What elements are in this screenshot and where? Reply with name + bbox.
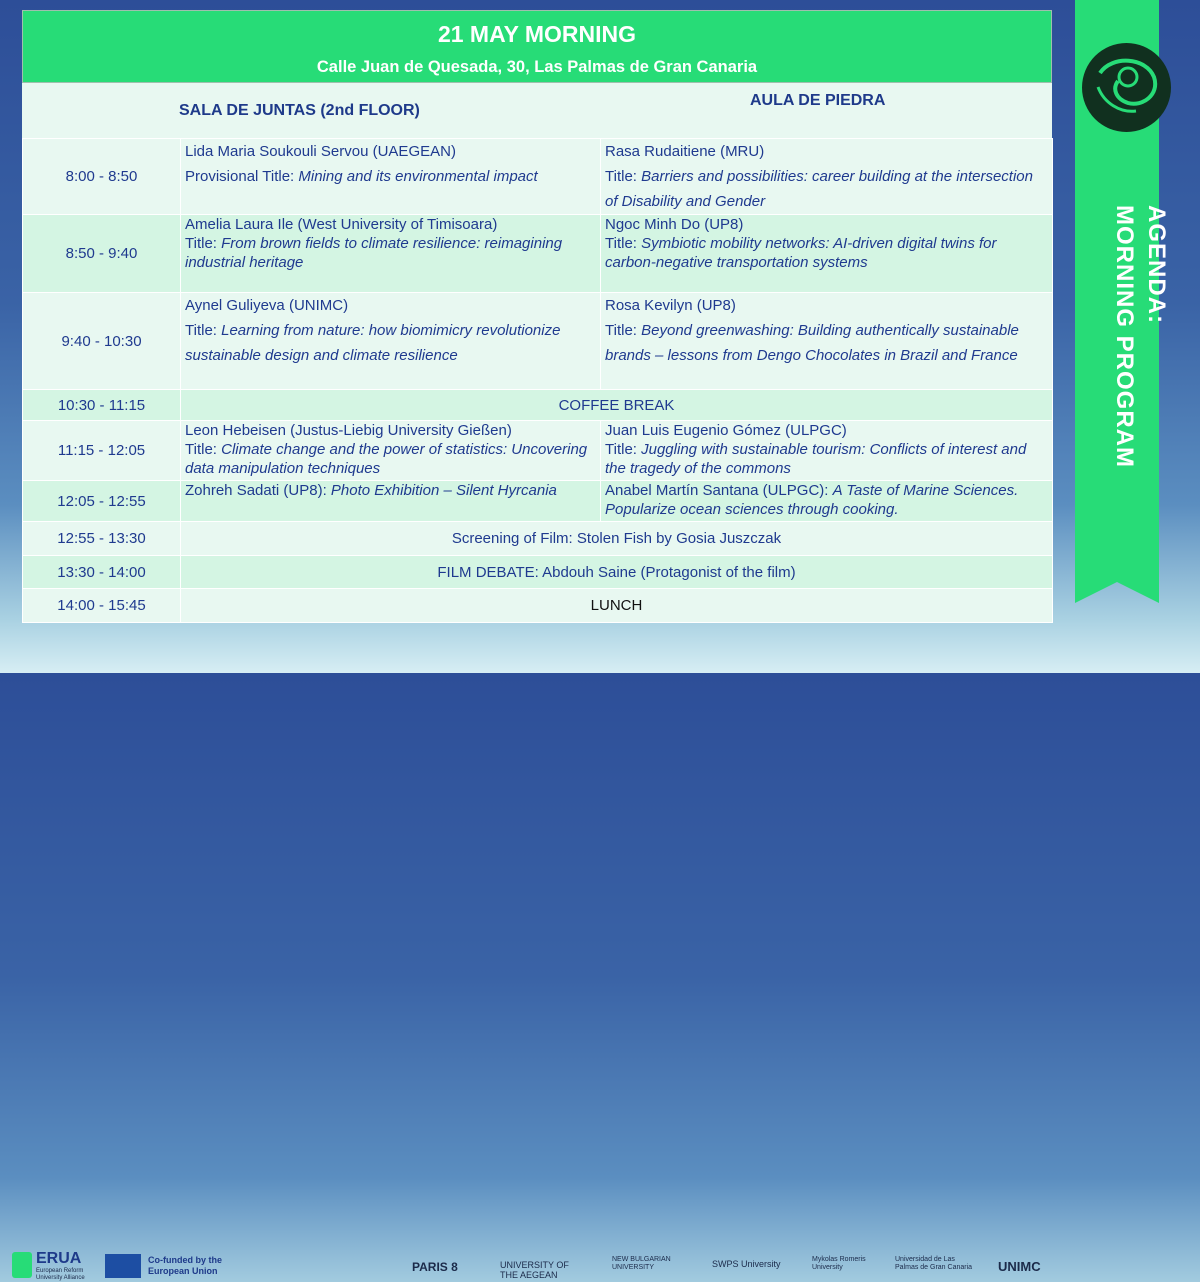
title-prefix: Provisional Title: <box>185 168 299 185</box>
time-slot: 8:00 - 8:50 <box>23 139 181 215</box>
speaker-name: Juan Luis Eugenio Gómez (ULPGC) <box>605 422 847 439</box>
agenda-title: 21 MAY MORNING <box>437 21 637 47</box>
full-width-session: FILM DEBATE: Abdouh Saine (Protagonist of the film) <box>181 556 1053 589</box>
eu-flag-icon <box>105 1254 141 1278</box>
venue-address: Calle Juan de Quesada, 30, Las Palmas de Gran Canaria <box>316 58 758 76</box>
title-prefix: Title: <box>605 441 642 458</box>
session-right <box>601 293 1053 390</box>
time-slot: 9:40 - 10:30 <box>23 293 181 390</box>
session-left <box>181 293 601 390</box>
full-width-session: Screening of Film: Stolen Fish by Gosia Juszczak <box>181 522 1053 556</box>
talk-title: Juggling with sustainable tourism: Conflicts of interest and the tragedy of the commons <box>605 441 1027 477</box>
partner-ulpgc: Universidad de Las Palmas de Gran Canaria <box>895 1256 973 1271</box>
talk-title: Photo Exhibition – Silent Hyrcania <box>330 482 557 499</box>
speaker-name: Rosa Kevilyn (UP8) <box>605 297 736 314</box>
session-left <box>181 421 601 481</box>
partner-aegean: UNIVERSITY OF THE AEGEAN <box>500 1260 569 1280</box>
talk-title: Climate change and the power of statistics: Uncovering data manipulation techniques <box>185 441 588 477</box>
partner-mru: Mykolas Romeris University <box>812 1256 866 1271</box>
time-slot: 8:50 - 9:40 <box>23 215 181 293</box>
eu-cofunded: Co-funded by the European Union <box>148 1255 222 1276</box>
speaker-name: Ngoc Minh Do (UP8) <box>605 216 744 233</box>
full-width-session: LUNCH <box>181 589 1053 623</box>
session-right <box>601 481 1053 522</box>
schedule-row <box>23 390 1053 421</box>
schedule-row <box>23 421 1053 481</box>
schedule-row <box>23 481 1053 522</box>
partner-unimc: UNIMC <box>998 1259 1041 1274</box>
speaker-name: Rasa Rudaitiene (MRU) <box>605 143 765 160</box>
session-left <box>181 215 601 293</box>
schedule-row <box>23 293 1053 390</box>
title-prefix: Title: <box>605 235 642 252</box>
session-right <box>601 421 1053 481</box>
talk-title: Symbiotic mobility networks: AI-driven digital twins for carbon-negative transportation systems <box>605 235 997 271</box>
partner-paris8: PARIS 8 <box>412 1260 458 1274</box>
column-header-right: AULA DE PIEDRA <box>750 92 886 109</box>
time-slot: 12:55 - 13:30 <box>23 522 181 556</box>
schedule-row <box>23 556 1053 589</box>
schedule-row <box>23 589 1053 623</box>
time-slot: 12:05 - 12:55 <box>23 481 181 522</box>
time-slot: 10:30 - 11:15 <box>23 390 181 421</box>
title-prefix: Title: <box>605 168 642 185</box>
speaker-name: Lida Maria Soukouli Servou (UAEGEAN) <box>185 143 456 160</box>
schedule-row <box>23 139 1053 215</box>
schedule-table <box>22 138 1053 623</box>
partner-footer <box>0 622 1200 1281</box>
session-right <box>601 215 1053 293</box>
column-header-left: SALA DE JUNTAS (2nd FLOOR) <box>179 102 420 119</box>
erua-subtitle: European Reform University Alliance <box>36 1268 85 1281</box>
talk-title: A Taste of Marine Sciences. Popularize ocean sciences through cooking. <box>605 482 1019 518</box>
talk-title: Mining and its environmental impact <box>298 168 538 185</box>
schedule-row <box>23 215 1053 293</box>
full-width-session: COFFEE BREAK <box>181 390 1053 421</box>
agenda-header <box>22 10 1052 83</box>
talk-title: From brown fields to climate resilience: reimagining industrial heritage <box>185 235 563 271</box>
title-prefix: Title: <box>185 441 222 458</box>
speaker-name: Anabel Martín Santana (ULPGC): <box>605 482 833 499</box>
program-logo <box>1082 43 1171 132</box>
session-right <box>601 139 1053 215</box>
speaker-name: Aynel Guliyeva (UNIMC) <box>185 297 349 314</box>
time-slot: 13:30 - 14:00 <box>23 556 181 589</box>
talk-title: Learning from nature: how biomimicry revolutionize sustainable design and climate resilience <box>185 322 561 364</box>
talk-title: Barriers and possibilities: career building at the intersection of Disability and Gender <box>605 168 1033 210</box>
speaker-name: Leon Hebeisen (Justus-Liebig University Gießen) <box>185 422 512 439</box>
agenda-sheet <box>22 10 1052 622</box>
time-slot: 14:00 - 15:45 <box>23 589 181 623</box>
partner-nbu: NEW BULGARIAN UNIVERSITY <box>612 1256 671 1271</box>
erua-icon <box>12 1252 32 1278</box>
talk-title: Beyond greenwashing: Building authentically sustainable brands – lessons from Dengo Chocolates in Brazil and France <box>605 322 1019 364</box>
session-left <box>181 481 601 522</box>
schedule-row <box>23 522 1053 556</box>
title-prefix: Title: <box>605 322 642 339</box>
session-left <box>181 139 601 215</box>
time-slot: 11:15 - 12:05 <box>23 421 181 481</box>
title-prefix: Title: <box>185 322 222 339</box>
speaker-name: Zohreh Sadati (UP8): <box>185 482 331 499</box>
erua-logo: ERUA <box>36 1250 82 1267</box>
partner-swps: SWPS University <box>712 1259 781 1269</box>
speaker-name: Amelia Laura Ile (West University of Timisoara) <box>185 216 498 233</box>
side-title: AGENDA: MORNING PROGRAM <box>1111 205 1170 468</box>
title-prefix: Title: <box>185 235 222 252</box>
